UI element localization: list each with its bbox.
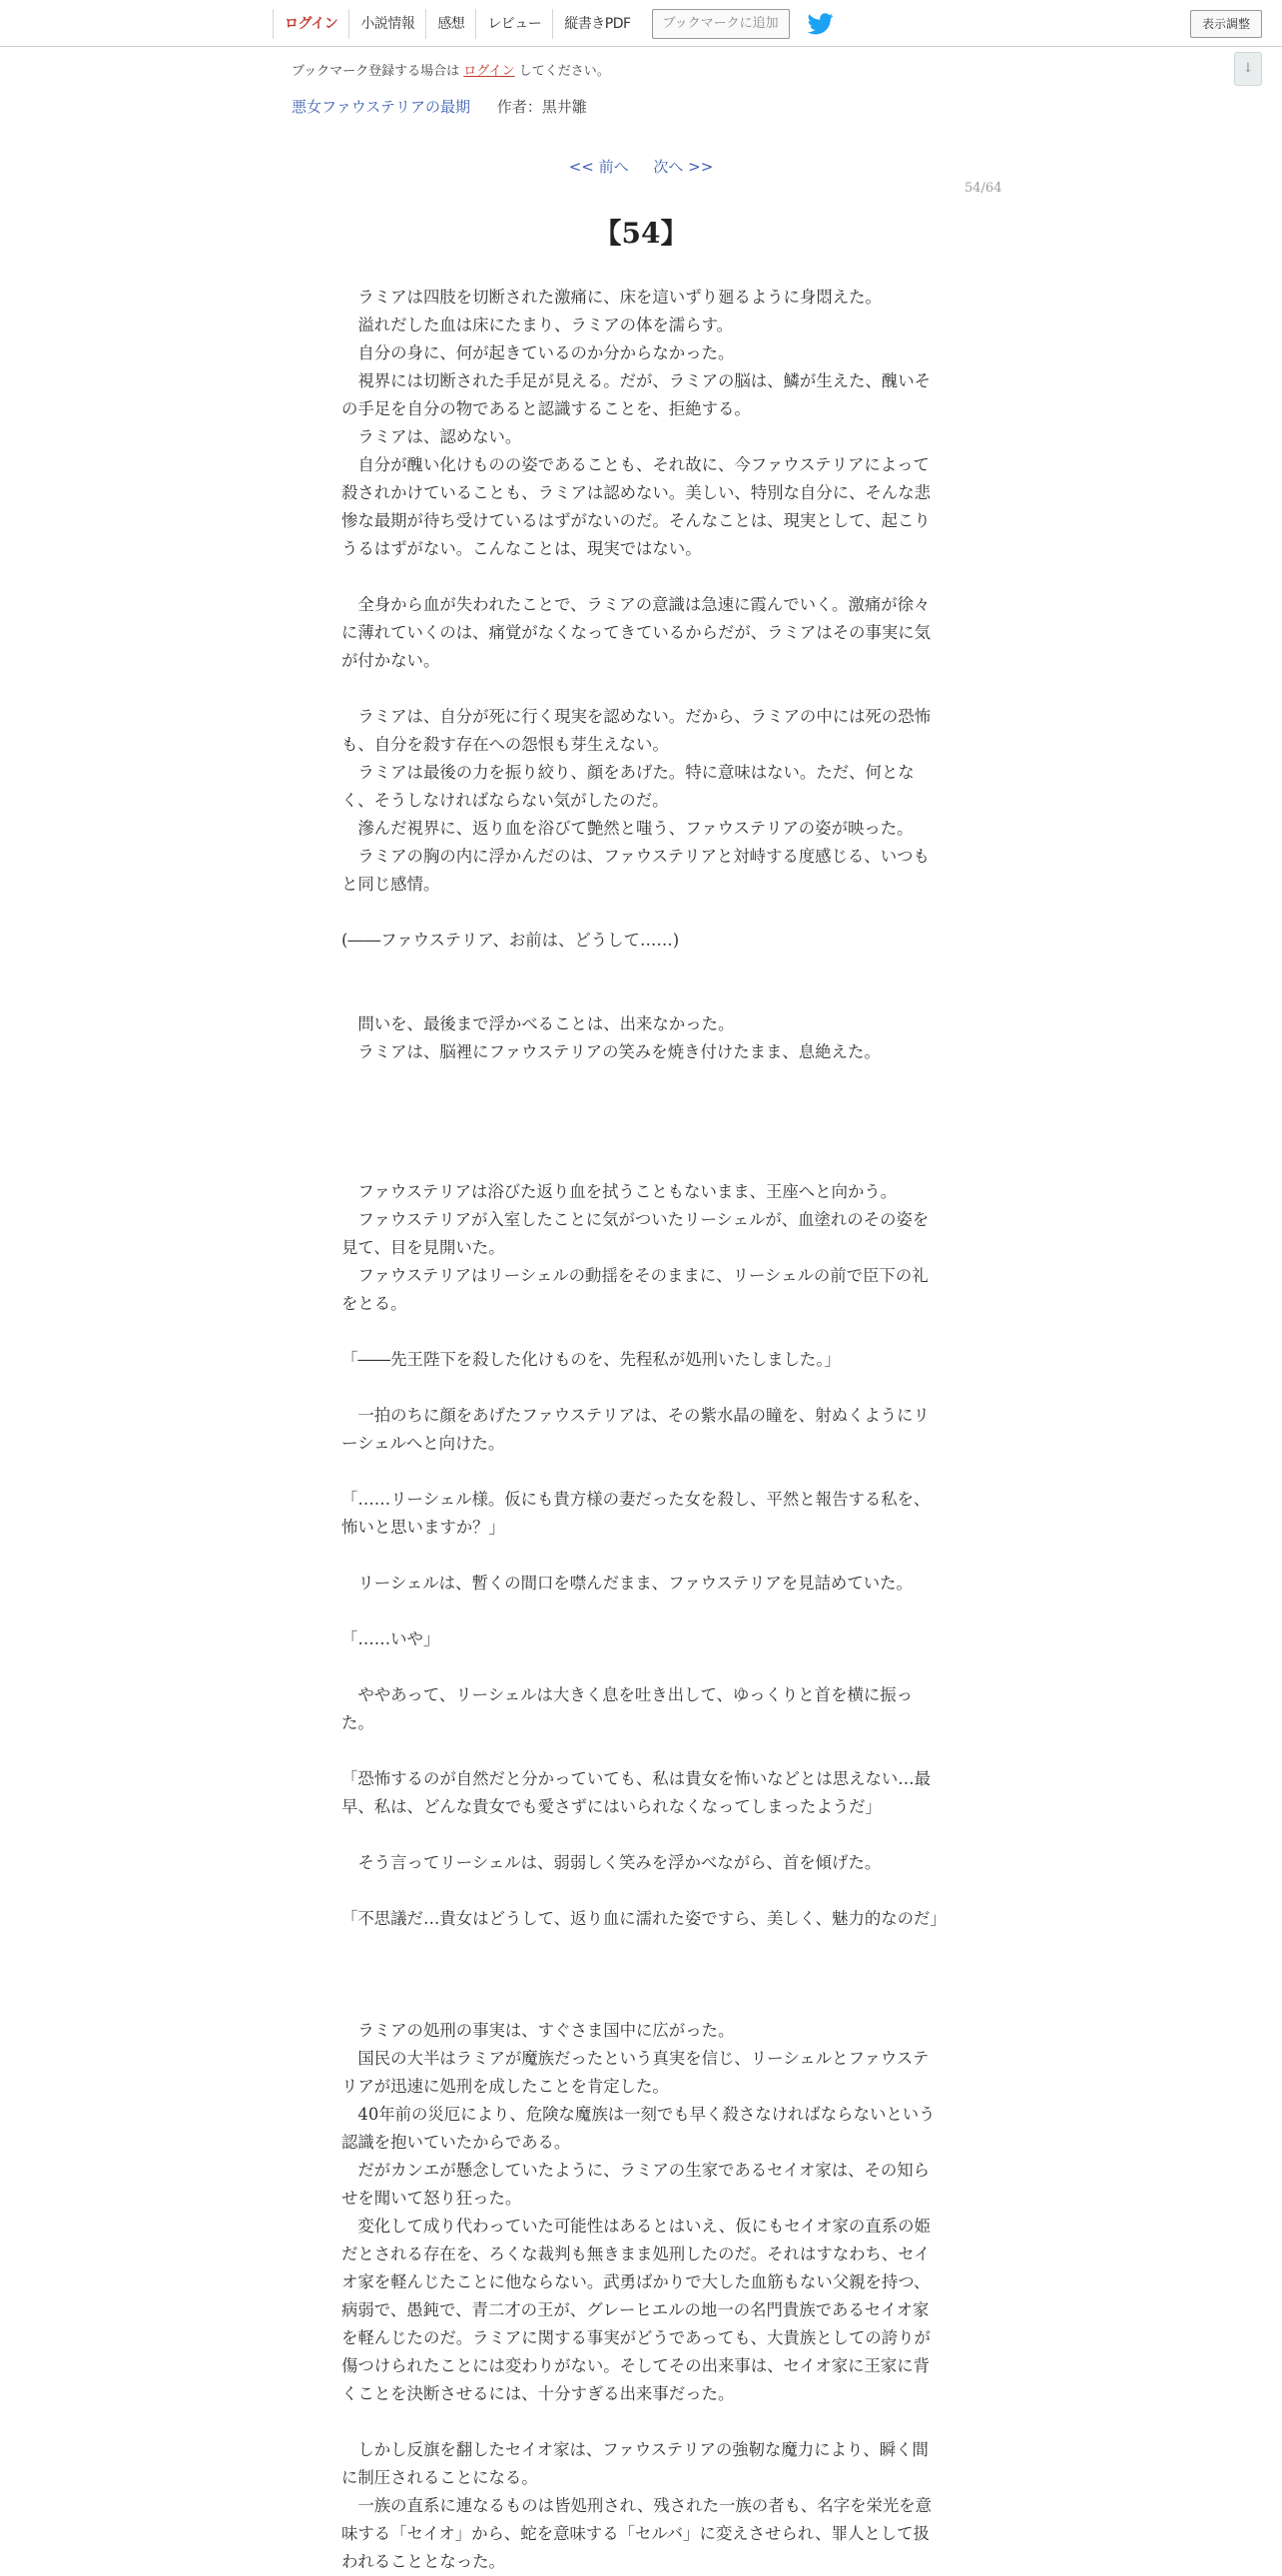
body-line: 「……リーシェル様。仮にも貴方様の妻だった女を殺し、平然と報告する私を、怖いと思いますか？」 [341,1490,931,1537]
novel-title-link[interactable]: 悪女ファウステリアの最期 [292,98,470,116]
body-line [341,1374,941,1402]
page-number: 54/64 [964,181,1002,196]
body-line: 一族の直系に連なるものは皆処刑され、残された一族の者も、名字を栄光を意味する「セイオ」から、蛇を意味する「セルバ」に変えさせられ、罪人として扱われることとなった。 [341,2496,933,2571]
top-header [0,0,1282,47]
body-line: 自分の身に、何が起きているのか分からなかった。 [341,343,735,362]
body-line [341,1877,941,1905]
body-line: ラミアは、脳裡にファウステリアの笑みを焼き付けたまま、息絶えた。 [341,1042,881,1061]
author-name: 作者：黒井雛 [496,98,587,116]
body-line: 「……いや」 [341,1629,440,1648]
bookmark-notice-login-link[interactable]: ログイン [463,64,515,79]
bookmark-notice-before: ブックマーク登録する場合は [292,64,460,79]
bookmark-notice [292,60,610,79]
nav-impressions-link[interactable]: 感想 [425,9,475,39]
prev-page-link[interactable]: << 前へ [568,158,629,176]
body-line [341,1318,941,1346]
chapter-title: 【54】 [593,217,689,250]
body-line: 「恐怖するのが自然だと分かっていても、私は貴女を怖いなどとは思えない…最早、私は、どんな貴女でも愛さずにはいられなくなってしまったようだ」 [341,1769,932,1816]
body-line [341,675,941,703]
body-line [341,1821,941,1849]
body-line [341,1961,941,1989]
body-line [341,1653,941,1681]
body-line: ラミアは四肢を切断された激痛に、床を這いずり廻るように身悶えた。 [341,288,882,307]
body-line: ラミアは、認めない。 [341,427,522,446]
next-page-link[interactable]: 次へ >> [653,158,714,176]
body-line [341,1598,941,1625]
novel-body-text [341,284,947,2576]
body-line: ファウステリアはリーシェルの動揺をそのままに、リーシェルの前で臣下の礼をとる。 [341,1266,929,1313]
body-line [341,2408,941,2436]
top-nav [273,9,834,39]
body-line: 滲んだ視界に、返り血を浴びて艶然と嗤う、ファウステリアの姿が映った。 [341,819,914,838]
twitter-bird-icon[interactable] [808,13,834,35]
pager [0,156,1282,177]
body-line: リーシェルは、暫くの間口を噤んだまま、ファウステリアを見詰めていた。 [341,1574,913,1593]
body-line [341,1737,941,1765]
body-line: 視界には切断された手足が見える。だが、ラミアの脳は、鱗が生えた、醜いその手足を自分の物であると認識することを、拒絶する。 [341,371,932,418]
body-line [341,899,941,927]
body-line [341,1066,941,1094]
body-line: 溢れだした血は床にたまり、ラミアの体を濡らす。 [341,316,734,334]
nav-novel-info-link[interactable]: 小説情報 [348,9,425,39]
body-line [341,955,941,982]
body-line: 全身から血が失われたことで、ラミアの意識は急速に霞んでいく。激痛が徐々に薄れていくのは、痛覚がなくなってきているからだが、ラミアはその事実に気が付かない。 [341,595,932,670]
body-line: 「――先王陛下を殺した化けものを、先程私が処刑いたしました。」 [341,1350,841,1369]
body-line [341,1122,941,1150]
body-line: ファウステリアが入室したことに気がついたリーシェルが、血塗れのその姿を見て、目を見開いた。 [341,1210,930,1257]
body-line [341,1933,941,1961]
scroll-down-icon[interactable]: ↓ [1234,52,1262,86]
body-line: ラミアは最後の力を振り絞り、顔をあげた。特に意味はない。ただ、何となく、そうしなければならない気がしたのだ。 [341,763,915,810]
body-line [341,1094,941,1122]
body-line: 「不思議だ…貴女はどうして、返り血に濡れた姿ですら、美しく、魅力的なのだ」 [341,1909,947,1928]
body-line [341,1989,941,2017]
nav-login-link[interactable]: ログイン [273,9,348,39]
body-line: ファウステリアは浴びた返り血を拭うこともないまま、王座へと向かう。 [341,1182,898,1201]
body-line: 変化して成り代わっていた可能性はあるとはいえ、仮にもセイオ家の直系の姫だとされる存在を、ろくな裁判も無きまま処刑したのだ。それはすなわち、セイオ家を軽んじたことに他ならない。武勇ばかりで大した血筋もない父親を持つ、病弱で、愚鈍で、青二才の王が、グレーヒエルの地一の名門貴族であるセイオ家を軽んじたのだ。ラミアに関する事実がどうであっても、大貴族としての誇りが傷つけられたことには変わりがない。そしてその出来事は、セイオ家に王家に背くことを決断させるには、十分すぎる出来事だった。 [341,2217,931,2403]
body-line [341,1458,941,1486]
body-line: 自分が醜い化けものの姿であることも、それ故に、今ファウステリアによって殺されかけていることも、ラミアは認めない。美しい、特別な自分に、そんな悲惨な最期が待ち受けているはずがないのだ。そんなことは、現実として、起こりうるはずがない。こんなことは、現実ではない。 [341,455,932,558]
nav-review-link[interactable]: レビュー [475,9,552,39]
body-line [341,982,941,1010]
body-line: (――ファウステリア、お前は、どうして……) [341,931,680,950]
body-line: 問いを、最後まで浮かべることは、出来なかった。 [341,1014,735,1033]
body-line: 一拍のちに顔をあげたファウステリアは、その紫水晶の瞳を、射ぬくようにリーシェルへと向けた。 [341,1406,930,1453]
body-line: そう言ってリーシェルは、弱弱しく笑みを浮かべながら、首を傾げた。 [341,1853,882,1872]
display-settings-button[interactable]: 表示調整 [1190,10,1262,38]
body-line: ラミアの処刑の事実は、すぐさま国中に広がった。 [341,2021,735,2040]
bookmark-notice-after: してください。 [518,64,610,79]
body-line: ややあって、リーシェルは大きく息を吐き出して、ゆっくりと首を横に振った。 [341,1685,914,1732]
body-line [341,1150,941,1178]
nav-vertical-pdf-link[interactable]: 縦書きPDF [552,9,641,39]
body-line: しかし反旗を翻したセイオ家は、ファウステリアの強靭な魔力により、瞬く間に制圧されることになる。 [341,2440,929,2487]
body-line: ラミアの胸の内に浮かんだのは、ファウステリアと対峙する度感じる、いつもと同じ感情。 [341,847,930,894]
body-line: だがカンエが懸念していたように、ラミアの生家であるセイオ家は、その知らせを聞いて怒り狂った。 [341,2161,931,2208]
body-line: 国民の大半はラミアが魔族だったという真実を信じ、リーシェルとファウステリアが迅速に処刑を成したことを肯定した。 [341,2049,930,2096]
body-line: ラミアは、自分が死に行く現実を認めない。だから、ラミアの中には死の恐怖も、自分を殺す存在への怨恨も芽生えない。 [341,707,932,754]
novel-info-line [292,96,587,117]
body-line: 40年前の災厄により、危険な魔族は一刻でも早く殺さなければならないという認識を抱いていたからである。 [341,2105,936,2152]
add-bookmark-button[interactable]: ブックマークに追加 [652,9,790,39]
body-line [341,1542,941,1570]
body-line [341,563,941,591]
